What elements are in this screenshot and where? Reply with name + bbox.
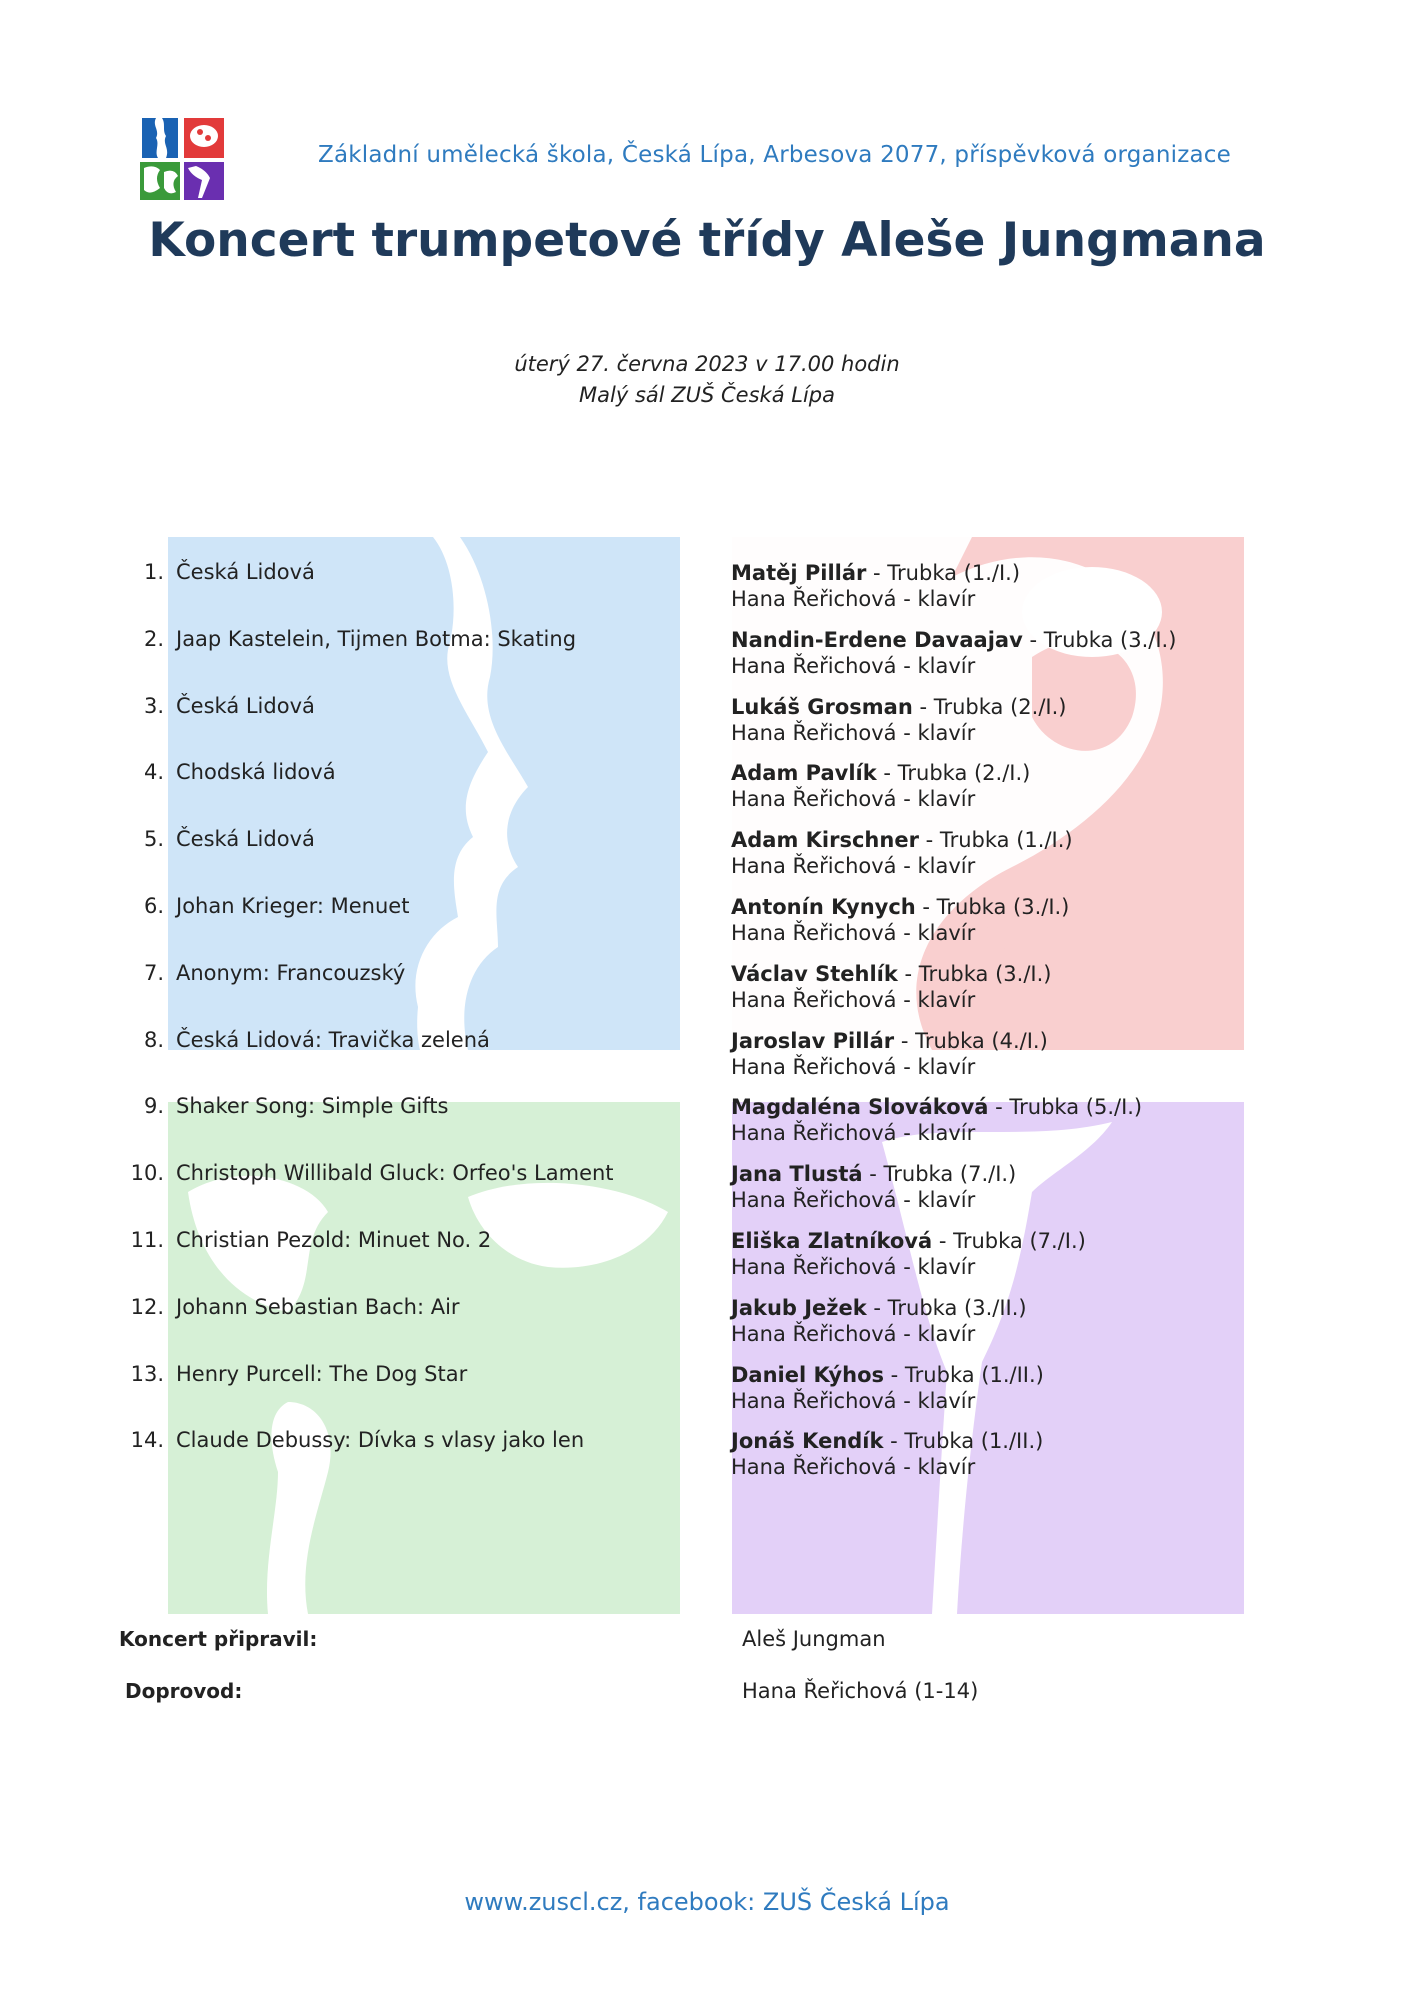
program-item-performer bbox=[731, 694, 1066, 746]
program-item bbox=[0, 827, 1414, 887]
performer-name: Antonín Kynych bbox=[731, 895, 916, 919]
program-item-number: 14. bbox=[130, 1428, 164, 1453]
performer-instrument: - Trubka (2./I.) bbox=[876, 761, 1031, 786]
performer-instrument: - Trubka (3./I.) bbox=[897, 961, 1052, 986]
program-item-piece: Shaker Song: Simple Gifts bbox=[176, 1094, 449, 1119]
accompanist: Hana Řeřichová - klavír bbox=[731, 1321, 976, 1346]
performer-instrument: - Trubka (5./I.) bbox=[988, 1095, 1143, 1120]
performer-name: Magdaléna Slováková bbox=[731, 1095, 989, 1120]
program-item bbox=[0, 560, 1414, 620]
accompanist: Hana Řeřichová - klavír bbox=[731, 653, 976, 678]
program-item bbox=[0, 1161, 1414, 1221]
performer-instrument: - Trubka (3./II.) bbox=[866, 1295, 1027, 1320]
program-item-performer bbox=[731, 1362, 1044, 1414]
accompanist: Hana Řeřichová - klavír bbox=[731, 1455, 976, 1480]
program-item-piece: Česká Lidová bbox=[176, 827, 315, 852]
program-item bbox=[0, 961, 1414, 1021]
program-item-performer bbox=[731, 961, 1051, 1013]
program-item-piece: Claude Debussy: Dívka s vlasy jako len bbox=[176, 1428, 585, 1453]
page-title: Koncert trumpetové třídy Aleše Jungmana bbox=[148, 213, 1266, 268]
program-item-piece: Christian Pezold: Minuet No. 2 bbox=[176, 1228, 492, 1252]
program-item bbox=[0, 894, 1414, 954]
program-item-piece: Česká Lidová bbox=[176, 693, 315, 718]
program-item bbox=[0, 1228, 1414, 1288]
program-item bbox=[0, 627, 1414, 687]
program-item-number: 10. bbox=[130, 1161, 164, 1186]
program-item-piece: Johan Krieger: Menuet bbox=[176, 894, 410, 918]
program-item-number: 7. bbox=[143, 960, 164, 985]
performer-name: Lukáš Grosman bbox=[731, 694, 913, 719]
program-item bbox=[0, 1094, 1414, 1154]
accompaniment-label: Doprovod: bbox=[125, 1679, 243, 1703]
performer-name: Jonáš Kendík bbox=[731, 1429, 884, 1454]
program-item-number: 13. bbox=[130, 1361, 164, 1386]
program-item-number: 4. bbox=[143, 760, 164, 785]
program-item-piece: Jaap Kastelein, Tijmen Botma: Skating bbox=[176, 626, 577, 651]
performer-name: Jakub Ježek bbox=[731, 1295, 867, 1320]
accompanist: Hana Řeřichová - klavír bbox=[731, 1388, 976, 1413]
accompanist: Hana Řeřichová - klavír bbox=[731, 987, 976, 1012]
performer-name: Daniel Kýhos bbox=[731, 1362, 884, 1387]
accompanist: Hana Řeřichová - klavír bbox=[731, 1054, 976, 1079]
program-item-number: 1. bbox=[143, 560, 164, 584]
accompanist: Hana Řeřichová - klavír bbox=[731, 1255, 976, 1279]
program-item-piece: Chodská lidová bbox=[176, 760, 336, 785]
accompanist: Hana Řeřichová - klavír bbox=[731, 1188, 976, 1213]
performer-instrument: - Trubka (1./II.) bbox=[884, 1362, 1044, 1387]
program-item-piece: Česká Lidová bbox=[176, 560, 315, 584]
performer-instrument: - Trubka (4./I.) bbox=[894, 1028, 1048, 1053]
program-item-number: 11. bbox=[130, 1228, 164, 1252]
school-logo bbox=[140, 118, 224, 200]
accompanist: Hana Řeřichová - klavír bbox=[731, 787, 976, 812]
program-item-performer bbox=[731, 1028, 1048, 1080]
program-item-number: 6. bbox=[143, 894, 164, 918]
program-item-performer bbox=[731, 560, 1020, 612]
performer-name: Jana Tlustá bbox=[731, 1162, 863, 1187]
school-name: Základní umělecká škola, Česká Lípa, Arbesova 2077, příspěvková organizace bbox=[318, 142, 1231, 168]
program-item-performer bbox=[731, 1228, 1086, 1280]
program-item bbox=[0, 1362, 1414, 1422]
accompaniment-value: Hana Řeřichová (1-14) bbox=[742, 1679, 979, 1703]
program-item bbox=[0, 694, 1414, 754]
program-item-piece: Johann Sebastian Bach: Air bbox=[176, 1294, 460, 1319]
prepared-value: Aleš Jungman bbox=[742, 1627, 886, 1651]
program-item-number: 12. bbox=[130, 1294, 164, 1319]
performer-instrument: - Trubka (2./I.) bbox=[912, 694, 1067, 719]
program-item-piece: Henry Purcell: The Dog Star bbox=[176, 1361, 468, 1386]
performer-instrument: - Trubka (7./I.) bbox=[932, 1229, 1086, 1253]
prepared-label: Koncert připravil: bbox=[119, 1627, 318, 1651]
performer-instrument: - Trubka (7./I.) bbox=[862, 1162, 1017, 1187]
program-item-piece: Christoph Willibald Gluck: Orfeo's Lament bbox=[176, 1161, 614, 1186]
program-item-number: 8. bbox=[143, 1027, 164, 1052]
program-item bbox=[0, 1028, 1414, 1088]
performer-instrument: - Trubka (3./I.) bbox=[915, 895, 1070, 919]
program-item bbox=[0, 1428, 1414, 1488]
program-item-piece: Anonym: Francouzský bbox=[176, 960, 406, 985]
performer-instrument: - Trubka (1./I.) bbox=[866, 561, 1021, 585]
performer-name: Adam Kirschner bbox=[731, 828, 919, 853]
program-item bbox=[0, 760, 1414, 820]
program-item-performer bbox=[731, 1161, 1016, 1213]
program-item-performer bbox=[731, 1094, 1142, 1146]
accompanist: Hana Řeřichová - klavír bbox=[731, 587, 976, 611]
performer-instrument: - Trubka (3./I.) bbox=[1022, 627, 1177, 652]
program-item-performer bbox=[731, 760, 1030, 812]
performer-name: Matěj Pillár bbox=[731, 561, 867, 585]
concert-date: úterý 27. června 2023 v 17.00 hodin bbox=[514, 352, 900, 376]
program-item-number: 5. bbox=[143, 827, 164, 852]
program-item-number: 9. bbox=[143, 1094, 164, 1119]
performer-name: Nandin-Erdene Davaajav bbox=[731, 627, 1023, 652]
performer-instrument: - Trubka (1./II.) bbox=[883, 1429, 1044, 1454]
accompanist: Hana Řeřichová - klavír bbox=[731, 921, 976, 945]
program-item-performer bbox=[731, 894, 1069, 946]
performer-name: Václav Stehlík bbox=[731, 961, 898, 986]
accompanist: Hana Řeřichová - klavír bbox=[731, 854, 976, 879]
program-item-performer bbox=[731, 1295, 1027, 1347]
program-item-piece: Česká Lidová: Travička zelená bbox=[176, 1027, 490, 1052]
accompanist: Hana Řeřichová - klavír bbox=[731, 720, 976, 745]
performer-name: Jaroslav Pillár bbox=[731, 1028, 895, 1053]
program-item-number: 3. bbox=[143, 693, 164, 718]
concert-venue: Malý sál ZUŠ Česká Lípa bbox=[579, 383, 835, 407]
performer-name: Adam Pavlík bbox=[731, 761, 877, 786]
program-item-performer bbox=[731, 627, 1176, 679]
website-link[interactable]: www.zuscl.cz, facebook: ZUŠ Česká Lípa bbox=[464, 1888, 950, 1916]
program-item-number: 2. bbox=[143, 626, 164, 651]
performer-name: Eliška Zlatníková bbox=[731, 1229, 933, 1253]
program-item bbox=[0, 1295, 1414, 1355]
program-item-performer bbox=[731, 1428, 1043, 1480]
performer-instrument: - Trubka (1./I.) bbox=[918, 828, 1073, 853]
accompanist: Hana Řeřichová - klavír bbox=[731, 1121, 976, 1146]
program-item-performer bbox=[731, 827, 1073, 879]
